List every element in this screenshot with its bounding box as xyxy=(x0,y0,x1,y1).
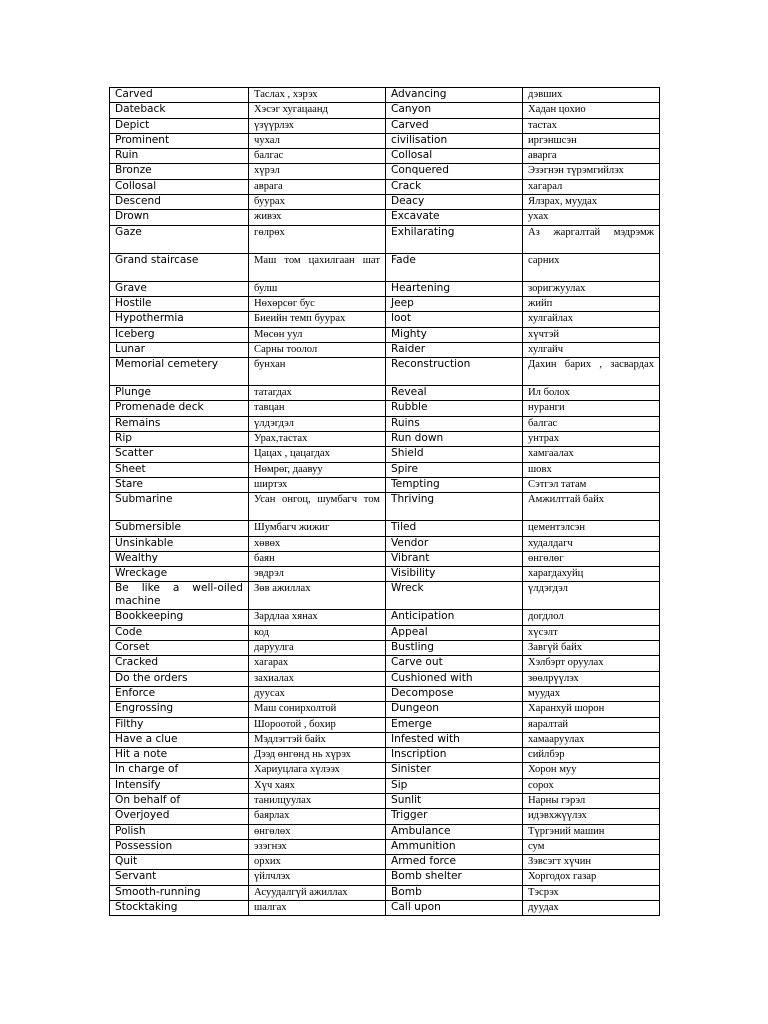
mongolian-translation-cell: Дээд өнгөнд нь хүрэх xyxy=(249,748,386,763)
english-term-cell: Trigger xyxy=(386,809,523,824)
table-row xyxy=(110,88,660,103)
mongolian-translation-cell: татагдах xyxy=(249,386,386,401)
mongolian-translation-cell: баян xyxy=(249,551,386,566)
mongolian-translation-cell: хагарал xyxy=(523,179,660,194)
english-term-cell: Gaze xyxy=(110,225,249,253)
table-row xyxy=(110,793,660,808)
english-term-cell: Spire xyxy=(386,462,523,477)
table-row xyxy=(110,536,660,551)
english-term-cell: Grand staircase xyxy=(110,253,249,281)
english-term-cell: Lunar xyxy=(110,342,249,357)
table-row xyxy=(110,386,660,401)
english-term-cell: Unsinkable xyxy=(110,536,249,551)
table-row xyxy=(110,447,660,462)
mongolian-translation-cell: даруулга xyxy=(249,641,386,656)
english-term-cell: Intensify xyxy=(110,778,249,793)
english-term-cell: Exhilarating xyxy=(386,225,523,253)
mongolian-translation-cell: Хэлбэрт оруулах xyxy=(523,656,660,671)
mongolian-translation-cell: булш xyxy=(249,281,386,296)
mongolian-translation-cell: Нөхөрсөг бус xyxy=(249,296,386,311)
english-term-cell: Smooth-running xyxy=(110,885,249,900)
table-row xyxy=(110,462,660,477)
mongolian-translation-cell: аварга xyxy=(523,149,660,164)
english-term-cell: Shield xyxy=(386,447,523,462)
mongolian-translation-cell: дуудах xyxy=(523,901,660,916)
english-term-cell: Rip xyxy=(110,432,249,447)
mongolian-translation-cell: аврага xyxy=(249,179,386,194)
english-term-cell: Collosal xyxy=(386,149,523,164)
table-row xyxy=(110,521,660,536)
mongolian-translation-cell: хамгаалах xyxy=(523,447,660,462)
table-row xyxy=(110,855,660,870)
mongolian-translation-cell: эзэгнэх xyxy=(249,839,386,854)
english-term-cell: Carved xyxy=(110,88,249,103)
table-row xyxy=(110,133,660,148)
mongolian-translation-cell: харагдахуйц xyxy=(523,567,660,582)
english-term-cell: Stare xyxy=(110,477,249,492)
english-term-cell: Hostile xyxy=(110,296,249,311)
english-term-cell: Decompose xyxy=(386,686,523,701)
mongolian-translation-cell: эвдрэл xyxy=(249,567,386,582)
mongolian-translation-cell: Ил болох xyxy=(523,386,660,401)
english-term-cell: Iceberg xyxy=(110,327,249,342)
english-term-cell: Mighty xyxy=(386,327,523,342)
table-row xyxy=(110,809,660,824)
mongolian-translation-cell: Таслах , хэрэх xyxy=(249,88,386,103)
english-term-cell: Carved xyxy=(386,118,523,133)
mongolian-translation-cell: хагарах xyxy=(249,656,386,671)
english-term-cell: Bomb xyxy=(386,885,523,900)
mongolian-translation-cell: муудах xyxy=(523,686,660,701)
mongolian-translation-cell: сийлбэр xyxy=(523,748,660,763)
mongolian-translation-cell: өнгөлөх xyxy=(249,824,386,839)
mongolian-translation-cell: Нөмрөг, даавуу xyxy=(249,462,386,477)
mongolian-translation-cell: дуусах xyxy=(249,686,386,701)
english-term-cell: Anticipation xyxy=(386,610,523,625)
english-term-cell: Wealthy xyxy=(110,551,249,566)
mongolian-translation-cell: өнгөлөг xyxy=(523,551,660,566)
mongolian-translation-cell: Амжилттай байх xyxy=(523,493,660,521)
english-term-cell: Call upon xyxy=(386,901,523,916)
english-term-cell: Deacy xyxy=(386,195,523,210)
english-term-cell: Inscription xyxy=(386,748,523,763)
table-row xyxy=(110,885,660,900)
english-term-cell: Canyon xyxy=(386,103,523,118)
mongolian-translation-cell: догдлол xyxy=(523,610,660,625)
mongolian-translation-cell: балгас xyxy=(523,416,660,431)
vocabulary-table-body xyxy=(110,88,660,916)
mongolian-translation-cell: Тэсрэх xyxy=(523,885,660,900)
mongolian-translation-cell: Нарны гэрэл xyxy=(523,793,660,808)
english-term-cell: Heartening xyxy=(386,281,523,296)
mongolian-translation-cell: Зардлаа хянах xyxy=(249,610,386,625)
table-row xyxy=(110,870,660,885)
mongolian-translation-cell: Усан онгоц, шумбагч том xyxy=(249,493,386,521)
mongolian-translation-cell: идэвхжүүлэх xyxy=(523,809,660,824)
mongolian-translation-cell: Харанхуй шорон xyxy=(523,702,660,717)
english-term-cell: Wreckage xyxy=(110,567,249,582)
table-row xyxy=(110,416,660,431)
english-term-cell: Wreck xyxy=(386,582,523,610)
english-term-cell: Stocktaking xyxy=(110,901,249,916)
mongolian-translation-cell: хүрэл xyxy=(249,164,386,179)
english-term-cell: Collosal xyxy=(110,179,249,194)
table-row xyxy=(110,401,660,416)
table-row xyxy=(110,432,660,447)
english-term-cell: Descend xyxy=(110,195,249,210)
table-row xyxy=(110,296,660,311)
english-term-cell: Tiled xyxy=(386,521,523,536)
english-term-cell: Ambulance xyxy=(386,824,523,839)
table-row xyxy=(110,732,660,747)
mongolian-translation-cell: Зөв ажиллах xyxy=(249,582,386,610)
mongolian-translation-cell: Хоргодох газар xyxy=(523,870,660,885)
english-term-cell: Memorial cemetery xyxy=(110,358,249,386)
table-row xyxy=(110,901,660,916)
mongolian-translation-cell: ухах xyxy=(523,210,660,225)
table-row xyxy=(110,582,660,610)
table-row xyxy=(110,625,660,640)
mongolian-translation-cell: Завгүй байх xyxy=(523,641,660,656)
mongolian-translation-cell: Зэвсэгт хүчин xyxy=(523,855,660,870)
mongolian-translation-cell: Сэтгэл татам xyxy=(523,477,660,492)
mongolian-translation-cell: сум xyxy=(523,839,660,854)
english-term-cell: Bustling xyxy=(386,641,523,656)
mongolian-translation-cell: шовх xyxy=(523,462,660,477)
mongolian-translation-cell: Асуудалгүй ажиллах xyxy=(249,885,386,900)
table-row xyxy=(110,327,660,342)
table-row xyxy=(110,358,660,386)
mongolian-translation-cell: хөвөх xyxy=(249,536,386,551)
mongolian-translation-cell: Цацах , цацагдах xyxy=(249,447,386,462)
english-term-cell: civilisation xyxy=(386,133,523,148)
mongolian-translation-cell: хамааруулах xyxy=(523,732,660,747)
english-term-cell: Grave xyxy=(110,281,249,296)
english-term-cell: Drown xyxy=(110,210,249,225)
table-row xyxy=(110,149,660,164)
english-term-cell: Hypothermia xyxy=(110,312,249,327)
mongolian-translation-cell: буурах xyxy=(249,195,386,210)
english-term-cell: Raider xyxy=(386,342,523,357)
english-term-cell: Filthy xyxy=(110,717,249,732)
mongolian-translation-cell: үйлчлэх xyxy=(249,870,386,885)
mongolian-translation-cell: Шумбагч жижиг xyxy=(249,521,386,536)
table-row xyxy=(110,567,660,582)
mongolian-translation-cell: Дахин барих , засвардах xyxy=(523,358,660,386)
english-term-cell: Infested with xyxy=(386,732,523,747)
mongolian-translation-cell: үзүүрлэх xyxy=(249,118,386,133)
english-term-cell: Bomb shelter xyxy=(386,870,523,885)
table-row xyxy=(110,179,660,194)
english-term-cell: Reconstruction xyxy=(386,358,523,386)
table-row xyxy=(110,195,660,210)
english-term-cell: Vendor xyxy=(386,536,523,551)
english-term-cell: Appeal xyxy=(386,625,523,640)
english-term-cell: Possession xyxy=(110,839,249,854)
mongolian-translation-cell: Хүч хаях xyxy=(249,778,386,793)
english-term-cell: Sinister xyxy=(386,763,523,778)
mongolian-translation-cell: иргэншсэн xyxy=(523,133,660,148)
english-term-cell: Hit a note xyxy=(110,748,249,763)
mongolian-translation-cell: Аз жаргалтай мэдрэмж xyxy=(523,225,660,253)
mongolian-translation-cell: яаралтай xyxy=(523,717,660,732)
table-row xyxy=(110,824,660,839)
english-term-cell: Cracked xyxy=(110,656,249,671)
english-term-cell: Carve out xyxy=(386,656,523,671)
mongolian-translation-cell: живэх xyxy=(249,210,386,225)
table-row xyxy=(110,717,660,732)
table-row xyxy=(110,103,660,118)
table-row xyxy=(110,312,660,327)
table-row xyxy=(110,225,660,253)
english-term-cell: Excavate xyxy=(386,210,523,225)
mongolian-translation-cell: ширтэх xyxy=(249,477,386,492)
table-row xyxy=(110,656,660,671)
mongolian-translation-cell: тастах xyxy=(523,118,660,133)
english-term-cell: Servant xyxy=(110,870,249,885)
table-row xyxy=(110,253,660,281)
table-row xyxy=(110,551,660,566)
mongolian-translation-cell: Ялзрах, муудах xyxy=(523,195,660,210)
english-term-cell: Plunge xyxy=(110,386,249,401)
table-row xyxy=(110,164,660,179)
mongolian-translation-cell: хүчтэй xyxy=(523,327,660,342)
mongolian-translation-cell: баярлах xyxy=(249,809,386,824)
english-term-cell: Bookkeeping xyxy=(110,610,249,625)
english-term-cell: Reveal xyxy=(386,386,523,401)
english-term-cell: Submersible xyxy=(110,521,249,536)
mongolian-translation-cell: жийп xyxy=(523,296,660,311)
table-row xyxy=(110,210,660,225)
english-term-cell: Bronze xyxy=(110,164,249,179)
english-term-cell: Visibility xyxy=(386,567,523,582)
mongolian-translation-cell: зоригжуулах xyxy=(523,281,660,296)
english-term-cell: Thriving xyxy=(386,493,523,521)
english-term-cell: Vibrant xyxy=(386,551,523,566)
english-term-cell: Sheet xyxy=(110,462,249,477)
english-term-cell: Cushioned with xyxy=(386,671,523,686)
table-row xyxy=(110,686,660,701)
mongolian-translation-cell: Хорон муу xyxy=(523,763,660,778)
mongolian-translation-cell: балгас xyxy=(249,149,386,164)
table-row xyxy=(110,748,660,763)
english-term-cell: Armed force xyxy=(386,855,523,870)
english-term-cell: Dateback xyxy=(110,103,249,118)
english-term-cell: Submarine xyxy=(110,493,249,521)
english-term-cell: On behalf of xyxy=(110,793,249,808)
table-row xyxy=(110,493,660,521)
mongolian-translation-cell: Маш том цахилгаан шат xyxy=(249,253,386,281)
english-term-cell: Engrossing xyxy=(110,702,249,717)
table-row xyxy=(110,671,660,686)
mongolian-translation-cell: Маш сонирхолтой xyxy=(249,702,386,717)
table-row xyxy=(110,641,660,656)
english-term-cell: Scatter xyxy=(110,447,249,462)
english-term-cell: Emerge xyxy=(386,717,523,732)
english-term-cell: Do the orders xyxy=(110,671,249,686)
mongolian-translation-cell: танилцуулах xyxy=(249,793,386,808)
english-term-cell: Crack xyxy=(386,179,523,194)
mongolian-translation-cell: цементэлсэн xyxy=(523,521,660,536)
mongolian-translation-cell: орхих xyxy=(249,855,386,870)
mongolian-translation-cell: үлдэгдэл xyxy=(523,582,660,610)
table-row xyxy=(110,281,660,296)
mongolian-translation-cell: хулгайч xyxy=(523,342,660,357)
mongolian-translation-cell: Шороотой , бохир xyxy=(249,717,386,732)
english-term-cell: Dungeon xyxy=(386,702,523,717)
english-term-cell: Remains xyxy=(110,416,249,431)
english-term-cell: Sip xyxy=(386,778,523,793)
english-term-cell: Fade xyxy=(386,253,523,281)
mongolian-translation-cell: захиалах xyxy=(249,671,386,686)
mongolian-translation-cell: Биеийн темп буурах xyxy=(249,312,386,327)
mongolian-translation-cell: гөлрөх xyxy=(249,225,386,253)
english-term-cell: Tempting xyxy=(386,477,523,492)
mongolian-translation-cell: Мэдлэгтэй байх xyxy=(249,732,386,747)
table-row xyxy=(110,118,660,133)
mongolian-translation-cell: бунхан xyxy=(249,358,386,386)
table-row xyxy=(110,610,660,625)
mongolian-translation-cell: дэвших xyxy=(523,88,660,103)
table-row xyxy=(110,342,660,357)
english-term-cell: Enforce xyxy=(110,686,249,701)
table-row xyxy=(110,839,660,854)
english-term-cell: Rubble xyxy=(386,401,523,416)
mongolian-translation-cell: шалгах xyxy=(249,901,386,916)
table-row xyxy=(110,778,660,793)
english-term-cell: Promenade deck xyxy=(110,401,249,416)
mongolian-translation-cell: Хэсэг хугацаанд xyxy=(249,103,386,118)
table-row xyxy=(110,763,660,778)
mongolian-translation-cell: үлдэгдэл xyxy=(249,416,386,431)
english-term-cell: Jeep xyxy=(386,296,523,311)
english-term-cell: loot xyxy=(386,312,523,327)
english-term-cell: Ruin xyxy=(110,149,249,164)
mongolian-translation-cell: Сарны тоолол xyxy=(249,342,386,357)
table-row xyxy=(110,702,660,717)
mongolian-translation-cell: худалдагч xyxy=(523,536,660,551)
mongolian-translation-cell: Түргэний машин xyxy=(523,824,660,839)
english-term-cell: Be like a well-oiled machine xyxy=(110,582,249,610)
mongolian-translation-cell: нуранги xyxy=(523,401,660,416)
mongolian-translation-cell: хүсэлт xyxy=(523,625,660,640)
english-term-cell: Polish xyxy=(110,824,249,839)
english-term-cell: Run down xyxy=(386,432,523,447)
english-term-cell: Ammunition xyxy=(386,839,523,854)
vocabulary-page xyxy=(109,87,659,916)
english-term-cell: In charge of xyxy=(110,763,249,778)
english-term-cell: Depict xyxy=(110,118,249,133)
english-term-cell: Ruins xyxy=(386,416,523,431)
english-term-cell: Quit xyxy=(110,855,249,870)
english-term-cell: Prominent xyxy=(110,133,249,148)
mongolian-translation-cell: чухал xyxy=(249,133,386,148)
vocabulary-table xyxy=(109,87,660,916)
english-term-cell: Advancing xyxy=(386,88,523,103)
english-term-cell: Code xyxy=(110,625,249,640)
mongolian-translation-cell: тавцан xyxy=(249,401,386,416)
mongolian-translation-cell: Хадан цохио xyxy=(523,103,660,118)
mongolian-translation-cell: сорох xyxy=(523,778,660,793)
english-term-cell: Overjoyed xyxy=(110,809,249,824)
mongolian-translation-cell: хулгайлах xyxy=(523,312,660,327)
mongolian-translation-cell: Хариуцлага хүлээх xyxy=(249,763,386,778)
english-term-cell: Sunlit xyxy=(386,793,523,808)
mongolian-translation-cell: Мөсөн уул xyxy=(249,327,386,342)
mongolian-translation-cell: Эзэгнэн түрэмгийлэх xyxy=(523,164,660,179)
table-row xyxy=(110,477,660,492)
mongolian-translation-cell: сарних xyxy=(523,253,660,281)
english-term-cell: Corset xyxy=(110,641,249,656)
mongolian-translation-cell: Урах,тастах xyxy=(249,432,386,447)
english-term-cell: Conquered xyxy=(386,164,523,179)
mongolian-translation-cell: унтрах xyxy=(523,432,660,447)
mongolian-translation-cell: код xyxy=(249,625,386,640)
mongolian-translation-cell: зөөлрүүлэх xyxy=(523,671,660,686)
english-term-cell: Have a clue xyxy=(110,732,249,747)
